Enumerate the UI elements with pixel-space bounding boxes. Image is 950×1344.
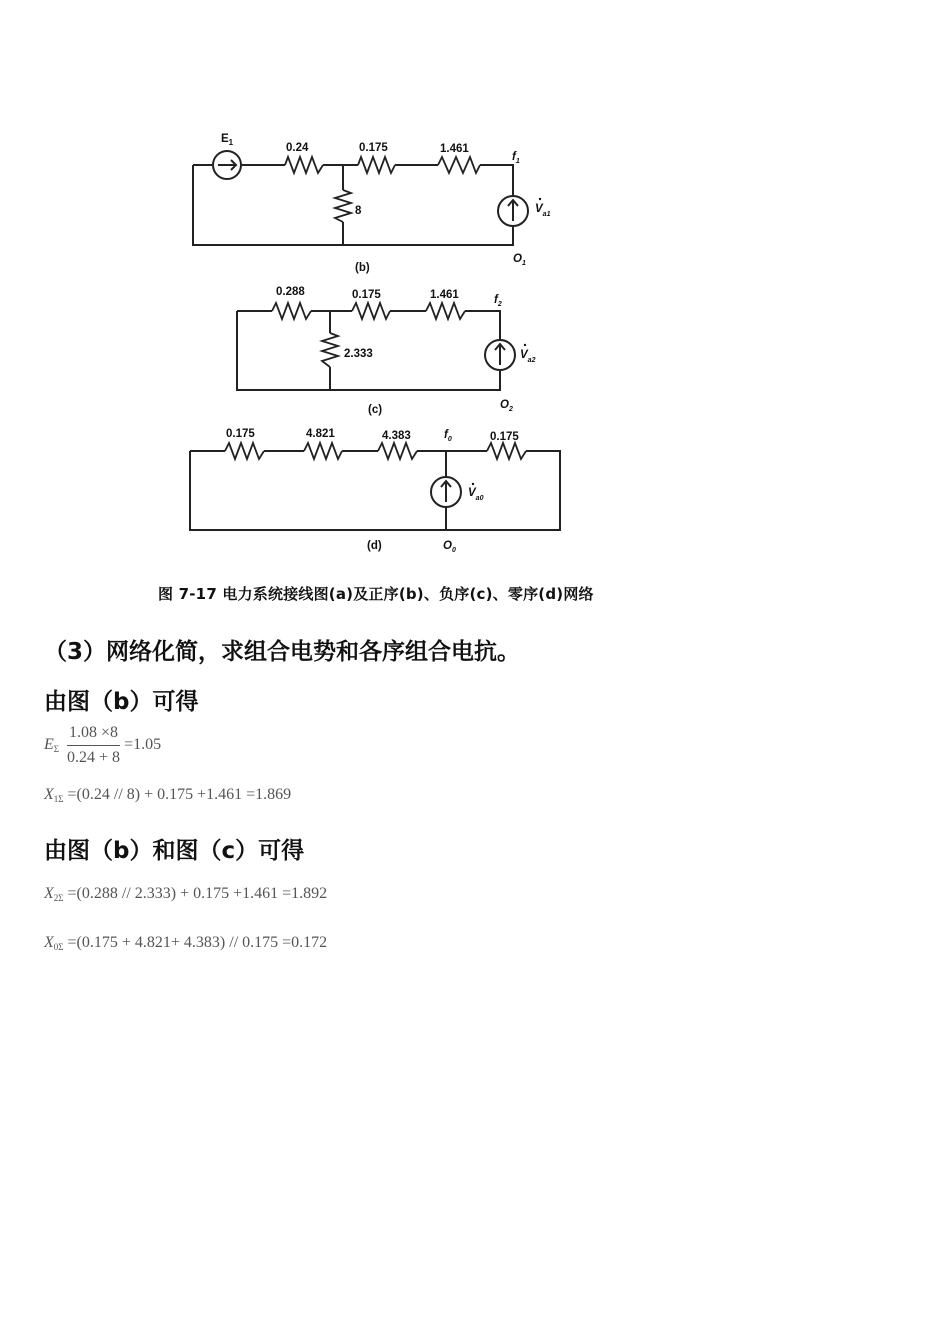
resistor-label: 4.821 (306, 428, 335, 440)
fraction: $\frac{1.08 \times 8}{0.24 + 8}$ (67, 724, 121, 766)
resistor-label: 4.383 (382, 430, 411, 442)
step-heading: （3）网络化简，求组合电势和各序组合电抗。 (44, 639, 521, 665)
node-f-label: $f_0$ (444, 429, 452, 443)
resistor-icon (285, 157, 323, 173)
equation-e-sigma: $E_\Sigma$ $\frac{1.08 \times 8}{0.24 + 8}$ =1.05 (44, 724, 162, 766)
figure-caption: 图 7-17 电力系统接线图(a)及正序(b)、负序(c)、零序(d)网络 (158, 585, 594, 603)
network-tag: (c) (368, 404, 383, 416)
resistor-label: 0.24 (286, 142, 309, 154)
vsrc-label: $V_{a1}$ (535, 203, 551, 218)
resistor-icon (322, 333, 338, 367)
node-f-label: $f_1$ (512, 151, 520, 165)
resistor-label: 1.461 (430, 289, 459, 301)
shunt-label: 8 (355, 205, 362, 217)
resistor-icon (352, 303, 390, 319)
subheading-b: 由图（b）可得 (44, 689, 199, 715)
resistor-label: 1.461 (440, 143, 469, 155)
vsrc-label: $V_{a0}$ (468, 487, 484, 502)
vsrc-label: $V_{a2}$ (520, 349, 536, 364)
resistor-label: 0.175 (359, 142, 388, 154)
node-o-label: $O_0$ (443, 540, 456, 554)
resistor-label: 0.288 (276, 286, 305, 298)
resistor-label: 0.175 (490, 431, 519, 443)
network-b (193, 133, 551, 274)
node-o-label: $O_1$ (513, 253, 526, 267)
equation-x2: $X_{2\Sigma} =(0.288 // 2.333) + 0.175 +1.461 =1.892$ (44, 885, 328, 903)
resistor-icon (335, 190, 351, 222)
resistor-label: 0.175 (352, 289, 381, 301)
resistor-icon (438, 157, 480, 173)
circuit-figure (0, 0, 950, 620)
network-tag: (d) (367, 540, 382, 552)
resistor-icon (225, 443, 264, 459)
resistor-icon (358, 157, 395, 173)
resistor-icon (378, 443, 417, 459)
network-tag: (b) (355, 262, 370, 274)
e1-label: $E_1$ (221, 133, 234, 147)
resistor-icon (304, 443, 342, 459)
shunt-label: 2.333 (344, 348, 373, 360)
equation-x0: $X_{0\Sigma} =(0.175 + 4.821+ 4.383) // 0.175 =0.172$ (44, 934, 328, 952)
network-c (237, 286, 536, 416)
resistor-icon (272, 303, 311, 319)
resistor-icon (426, 303, 465, 319)
network-d (190, 428, 560, 554)
node-o-label: $O_2$ (500, 399, 513, 413)
equation-x1: $X_{1\Sigma} =(0.24 // 8) + 0.175 +1.461 =1.869$ (44, 786, 292, 804)
resistor-label: 0.175 (226, 428, 255, 440)
subheading-bc: 由图（b）和图（c）可得 (44, 838, 305, 864)
resistor-icon (487, 443, 526, 459)
node-f-label: $f_2$ (494, 294, 502, 308)
